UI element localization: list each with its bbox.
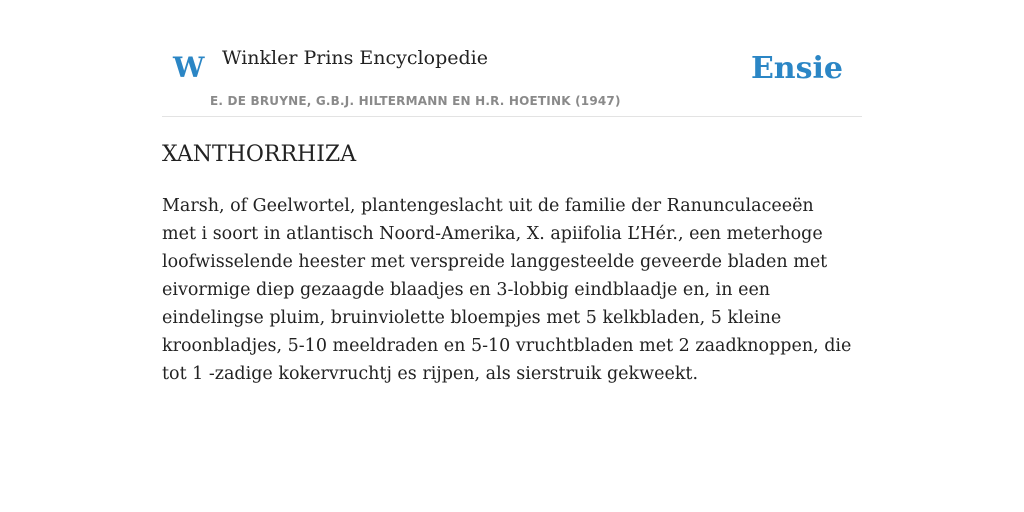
- book-title[interactable]: Winkler Prins Encyclopedie: [222, 47, 488, 69]
- winkler-prins-logo[interactable]: W: [173, 51, 205, 84]
- entry-body: Marsh, of Geelwortel, plantengeslacht uit de familie der Ranunculaceeën met i soort in atlantisch Noord-Amerika, X. apiifolia L’Hér., een meterhoge loofwisselende heester met verspreide langgesteelde geveerde bladen met eivormige diep gezaagde blaadjes en 3-lobbig eindblaadje en, in een eindelingse pluim, bruinviolette bloempjes met 5 kelkbladen, 5 kleine kroonbladjes, 5-10 meeldraden en 5-10 vruchtbladen met 2 zaadknoppen, die tot 1 -zadige kokervruchtj es rijpen, als sierstruik gekweekt.: [162, 196, 852, 384]
- header: [162, 0, 862, 117]
- ensie-logo-link[interactable]: Ensie: [750, 51, 843, 86]
- book-authors: E. DE BRUYNE, G.B.J. HILTERMANN EN H.R. HOETINK (1947): [210, 94, 621, 108]
- entry-title: XANTHORRHIZA: [162, 142, 357, 167]
